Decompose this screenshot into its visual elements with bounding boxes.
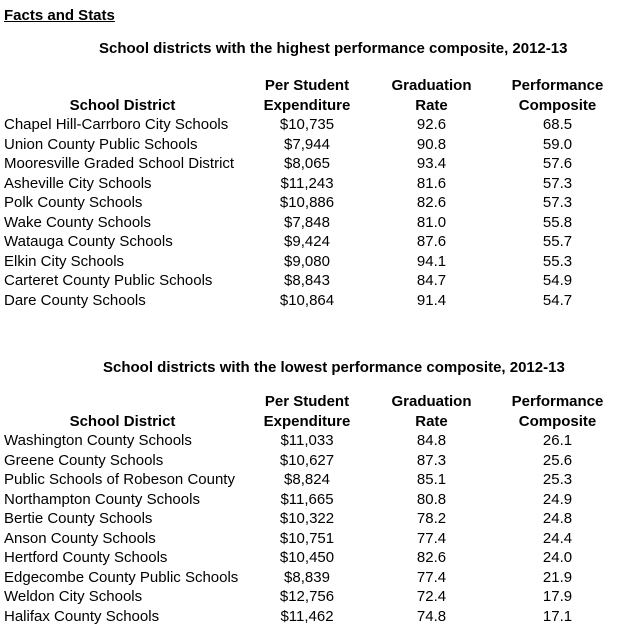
lowest-table-title: School districts with the lowest performance composite, 2012-13 bbox=[103, 359, 565, 376]
composite-cell: 24.0 bbox=[542, 549, 573, 566]
district-cell: Washington County Schools bbox=[4, 432, 192, 449]
header-performance-line1: Performance bbox=[511, 393, 604, 410]
expenditure-cell: $8,839 bbox=[284, 568, 330, 586]
table-row bbox=[0, 490, 621, 510]
district-cell: Carteret County Public Schools bbox=[4, 272, 213, 289]
expenditure-cell: $12,756 bbox=[279, 588, 335, 605]
header-row-1 bbox=[0, 76, 621, 96]
table-row bbox=[0, 509, 621, 529]
composite-cell: 55.8 bbox=[542, 213, 573, 231]
expenditure-cell: $11,243 bbox=[280, 174, 334, 192]
graduation-cell: 77.4 bbox=[416, 568, 447, 586]
district-cell: Bertie County Schools bbox=[4, 510, 153, 527]
header-expenditure-line2: Expenditure bbox=[263, 96, 351, 114]
graduation-cell: 90.8 bbox=[416, 135, 447, 153]
header-district: School District bbox=[69, 412, 176, 430]
expenditure-cell: $10,735 bbox=[279, 116, 335, 133]
table-row bbox=[0, 271, 621, 291]
table-row bbox=[0, 135, 621, 155]
header-performance-line1: Performance bbox=[511, 77, 604, 94]
expenditure-cell: $10,627 bbox=[279, 451, 335, 469]
expenditure-cell: $8,065 bbox=[284, 155, 330, 172]
graduation-cell: 94.1 bbox=[416, 252, 447, 270]
district-cell: Edgecombe County Public Schools bbox=[4, 568, 239, 586]
expenditure-cell: $10,864 bbox=[279, 291, 335, 309]
composite-cell: 54.7 bbox=[542, 291, 573, 309]
graduation-cell: 85.1 bbox=[416, 471, 447, 488]
table-row bbox=[0, 548, 621, 568]
table-row bbox=[0, 232, 621, 252]
graduation-cell: 82.6 bbox=[416, 549, 447, 566]
expenditure-cell: $11,462 bbox=[280, 607, 334, 625]
district-cell: Hertford County Schools bbox=[4, 549, 168, 566]
expenditure-cell: $8,843 bbox=[284, 272, 330, 289]
header-row-1 bbox=[0, 392, 621, 412]
composite-cell: 24.9 bbox=[542, 490, 573, 508]
header-expenditure-line2: Expenditure bbox=[263, 412, 351, 430]
expenditure-cell: $9,080 bbox=[284, 252, 330, 270]
graduation-cell: 93.4 bbox=[416, 155, 447, 172]
table-row bbox=[0, 470, 621, 490]
district-cell: Watauga County Schools bbox=[4, 233, 173, 250]
composite-cell: 57.3 bbox=[542, 194, 573, 211]
expenditure-cell: $11,033 bbox=[280, 432, 334, 449]
composite-cell: 17.1 bbox=[542, 607, 573, 625]
table-row bbox=[0, 529, 621, 549]
graduation-cell: 81.6 bbox=[416, 174, 447, 192]
table-row bbox=[0, 587, 621, 607]
table-row bbox=[0, 607, 621, 627]
graduation-cell: 72.4 bbox=[416, 588, 447, 605]
district-cell: Mooresville Graded School District bbox=[4, 155, 235, 172]
graduation-cell: 78.2 bbox=[416, 510, 447, 527]
header-row-2 bbox=[0, 412, 621, 432]
district-cell: Union County Public Schools bbox=[4, 135, 198, 153]
header-performance-line2: Composite bbox=[518, 96, 597, 114]
table-row bbox=[0, 252, 621, 272]
expenditure-cell: $7,944 bbox=[284, 135, 330, 153]
composite-cell: 21.9 bbox=[542, 568, 573, 586]
expenditure-cell: $8,824 bbox=[284, 471, 330, 488]
composite-cell: 17.9 bbox=[542, 588, 573, 605]
composite-cell: 24.4 bbox=[542, 529, 573, 547]
highest-table bbox=[0, 76, 621, 310]
graduation-cell: 82.6 bbox=[416, 194, 447, 211]
table-row bbox=[0, 451, 621, 471]
composite-cell: 57.3 bbox=[542, 174, 573, 192]
composite-cell: 25.3 bbox=[542, 471, 573, 488]
composite-cell: 26.1 bbox=[542, 432, 573, 449]
table-row bbox=[0, 568, 621, 588]
header-graduation-line2: Rate bbox=[415, 412, 448, 430]
expenditure-cell: $10,886 bbox=[279, 194, 335, 211]
composite-cell: 68.5 bbox=[542, 116, 573, 133]
district-cell: Dare County Schools bbox=[4, 291, 146, 309]
district-cell: Chapel Hill-Carrboro City Schools bbox=[4, 116, 229, 133]
table-row bbox=[0, 291, 621, 311]
table-row bbox=[0, 213, 621, 233]
graduation-cell: 74.8 bbox=[416, 607, 447, 625]
graduation-cell: 80.8 bbox=[416, 490, 447, 508]
table-row bbox=[0, 193, 621, 213]
graduation-cell: 84.7 bbox=[416, 272, 447, 289]
composite-cell: 57.6 bbox=[542, 155, 573, 172]
table-row bbox=[0, 174, 621, 194]
expenditure-cell: $9,424 bbox=[284, 233, 330, 250]
composite-cell: 54.9 bbox=[542, 272, 573, 289]
header-graduation-line1: Graduation bbox=[391, 77, 472, 94]
graduation-cell: 92.6 bbox=[416, 116, 447, 133]
composite-cell: 25.6 bbox=[542, 451, 573, 469]
composite-cell: 55.7 bbox=[542, 233, 573, 250]
graduation-cell: 81.0 bbox=[416, 213, 447, 231]
header-graduation-line1: Graduation bbox=[391, 393, 472, 410]
page-title: Facts and Stats bbox=[4, 7, 115, 24]
graduation-cell: 87.3 bbox=[416, 451, 447, 469]
district-cell: Halifax County Schools bbox=[4, 607, 160, 625]
table-row bbox=[0, 154, 621, 174]
graduation-cell: 91.4 bbox=[416, 291, 447, 309]
header-blank bbox=[0, 392, 245, 412]
district-cell: Public Schools of Robeson County bbox=[4, 471, 235, 488]
composite-cell: 55.3 bbox=[542, 252, 573, 270]
composite-cell: 59.0 bbox=[542, 135, 573, 153]
graduation-cell: 77.4 bbox=[416, 529, 447, 547]
lowest-table-body bbox=[0, 431, 621, 626]
district-cell: Polk County Schools bbox=[4, 194, 143, 211]
district-cell: Elkin City Schools bbox=[4, 252, 125, 270]
header-performance-line2: Composite bbox=[518, 412, 597, 430]
header-graduation-line2: Rate bbox=[415, 96, 448, 114]
graduation-cell: 84.8 bbox=[416, 432, 447, 449]
expenditure-cell: $10,751 bbox=[279, 529, 335, 547]
header-expenditure-line1: Per Student bbox=[264, 393, 350, 410]
district-cell: Weldon City Schools bbox=[4, 588, 143, 605]
district-cell: Northampton County Schools bbox=[4, 490, 200, 508]
header-district: School District bbox=[69, 96, 176, 114]
district-cell: Wake County Schools bbox=[4, 213, 152, 231]
district-cell: Greene County Schools bbox=[4, 451, 164, 469]
table-row bbox=[0, 115, 621, 135]
graduation-cell: 87.6 bbox=[416, 233, 447, 250]
district-cell: Asheville City Schools bbox=[4, 174, 152, 192]
expenditure-cell: $11,665 bbox=[280, 490, 334, 508]
header-row-2 bbox=[0, 96, 621, 116]
district-cell: Anson County Schools bbox=[4, 529, 156, 547]
highest-table-body bbox=[0, 115, 621, 310]
expenditure-cell: $10,322 bbox=[279, 510, 335, 527]
highest-table-title: School districts with the highest performance composite, 2012-13 bbox=[99, 40, 568, 57]
header-expenditure-line1: Per Student bbox=[264, 77, 350, 94]
composite-cell: 24.8 bbox=[542, 510, 573, 527]
table-row bbox=[0, 431, 621, 451]
expenditure-cell: $10,450 bbox=[279, 549, 335, 566]
header-blank bbox=[0, 76, 245, 96]
expenditure-cell: $7,848 bbox=[284, 213, 330, 231]
lowest-table bbox=[0, 392, 621, 626]
